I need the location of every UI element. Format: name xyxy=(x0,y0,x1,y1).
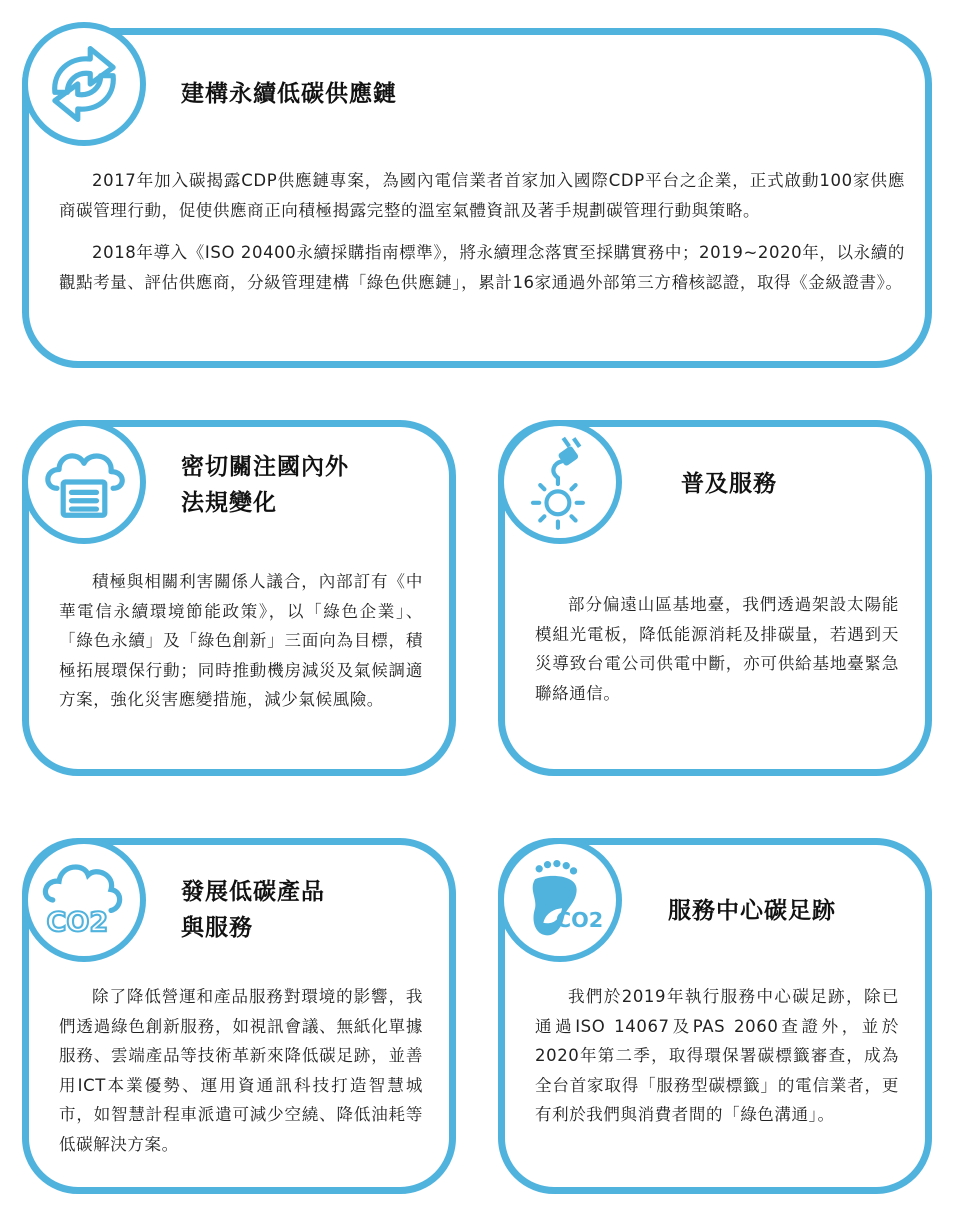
card-title: 服務中心碳足跡 xyxy=(668,898,836,924)
cloud-document-icon xyxy=(32,430,136,534)
solar-plug-icon xyxy=(508,430,612,534)
card-paragraph: 2018年導入《ISO 20400永續採購指南標準》，將永續理念落實至採購實務中；2019~2020年，以永續的觀點考量、評估供應商，分級管理建構「綠色供應鏈」，累計16家通過外部第三方稽核認證，取得《金級證書》。 xyxy=(59,243,905,292)
carbon-footprint-icon xyxy=(508,848,612,952)
card-title: 普及服務 xyxy=(681,471,777,497)
recycle-arrows-icon xyxy=(32,32,136,136)
co2-cloud-icon xyxy=(32,848,136,952)
card-paragraph: 除了降低營運和產品服務對環境的影響，我們透過綠色創新服務，如視訊會議、無紙化單據服務、雲端產品等技術革新來降低碳足跡，並善用ICT本業優勢、運用資通訊科技打造智慧城市，如智慧計程車派遣可減少空繞、降低油耗等低碳解決方案。 xyxy=(59,987,423,1154)
badge-supply-chain xyxy=(22,22,146,146)
co2-text: CO2 xyxy=(46,907,109,939)
card-title: 建構永續低碳供應鏈 xyxy=(181,81,397,107)
card-paragraph: 積極與相關利害關係人議合，內部訂有《中華電信永續環境節能政策》，以「綠色企業」、「綠色永續」及「綠色創新」三面向為目標，積極拓展環保行動；同時推動機房減災及氣候調適方案，強化災害應變措施，減少氣候風險。 xyxy=(59,572,423,709)
badge-service-footprint xyxy=(498,838,622,962)
card-title: 發展低碳產品 與服務 xyxy=(181,879,325,941)
card-paragraph: 我們於2019年執行服務中心碳足跡，除已通過ISO 14067及PAS 2060查證外，並於2020年第二季，取得環保署碳標籤審查，成為全台首家取得「服務型碳標籤」的電信業者，更有利於我們與消費者間的「綠色溝通」。 xyxy=(535,987,899,1124)
card-title: 密切關注國內外 法規變化 xyxy=(181,454,349,516)
card-paragraph: 2017年加入碳揭露CDP供應鏈專案，為國內電信業者首家加入國際CDP平台之企業，正式啟動100家供應商碳管理行動，促使供應商正向積極揭露完整的溫室氣體資訊及著手規劃碳管理行動與策略。 xyxy=(59,171,905,220)
badge-universal-service xyxy=(498,420,622,544)
badge-regulations xyxy=(22,420,146,544)
card-paragraph: 部分偏遠山區基地臺，我們透過架設太陽能模組光電板，降低能源消耗及排碳量，若遇到天災導致台電公司供電中斷，亦可供給基地臺緊急聯絡通信。 xyxy=(535,595,899,703)
co2-text: CO2 xyxy=(555,908,604,933)
badge-low-carbon-products xyxy=(22,838,146,962)
